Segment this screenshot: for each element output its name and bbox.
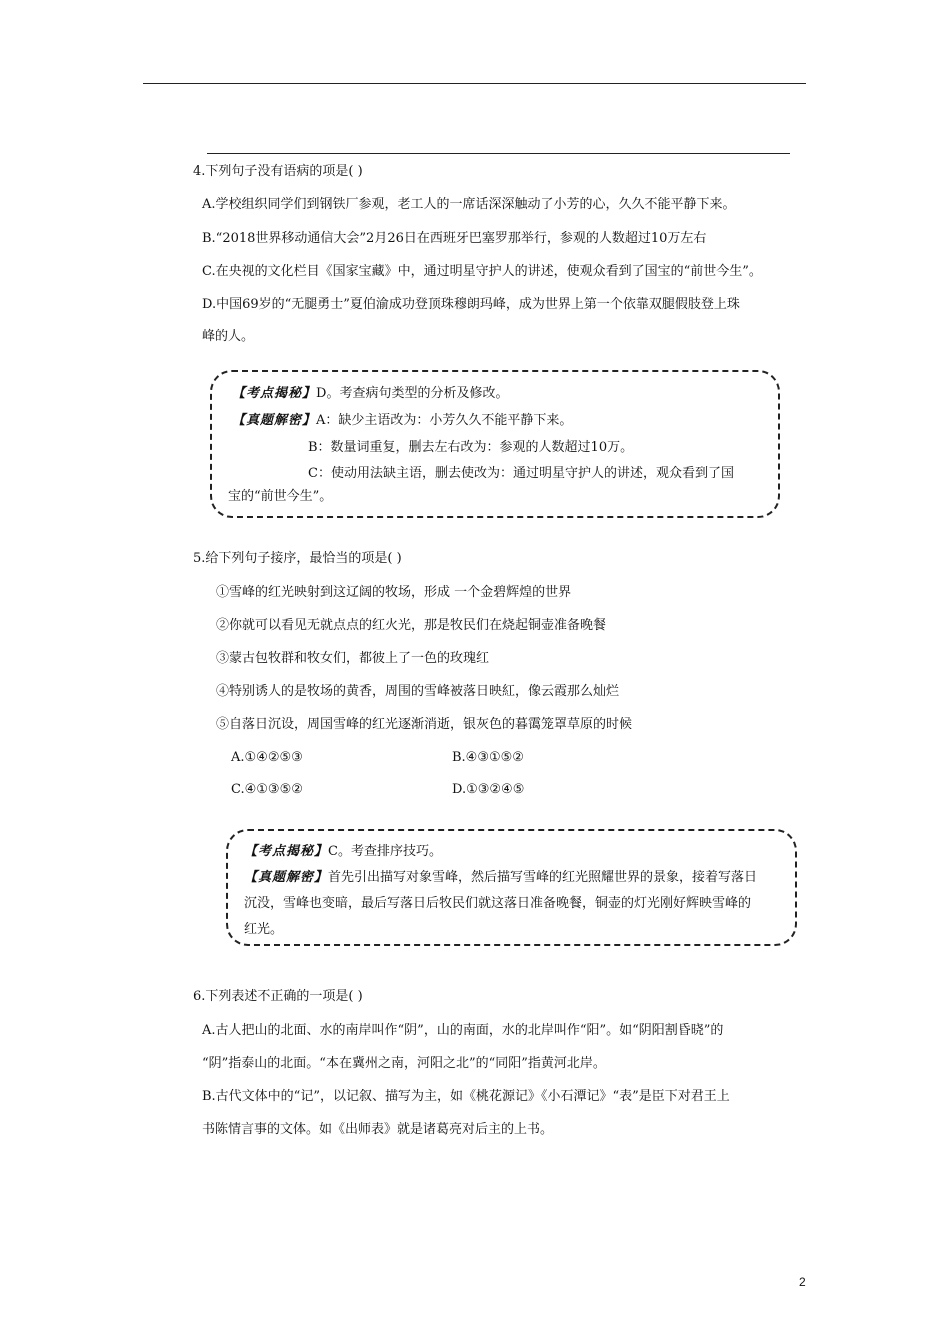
page-number: 2 — [799, 1275, 806, 1289]
q4-option-b: B.“2018世界移动通信大会”2月26日在西班牙巴塞罗那举行，参观的人数超过10万左右 — [202, 231, 707, 246]
q5-choice-d: D.①③②④⑤ — [452, 782, 525, 797]
q4-point-text: D。考查病句类型的分析及修改。 — [316, 386, 509, 401]
q4-explain-line-4: 宝的“前世今生”。 — [228, 489, 333, 504]
q5-explain-tag: 【真题解密】 — [244, 870, 329, 885]
q5-point-text: C。考查排序技巧。 — [328, 844, 442, 859]
q4-explain-line-3: C：使动用法缺主语，删去使改为：通过明星守护人的讲述，观众看到了国 — [308, 466, 734, 481]
q4-option-c: C.在央视的文化栏目《国家宝藏》中，通过明星守护人的讲述，使观众看到了国宝的“前世今生”。 — [202, 264, 762, 279]
q5-choice-b: B.④③①⑤② — [452, 750, 524, 765]
q5-explain-line-3: 红光。 — [244, 922, 284, 937]
q4-explain-line-1 — [232, 412, 572, 430]
q4-point-line — [232, 385, 508, 403]
q5-sentence-4: ④特别诱人的是牧场的黄香，周围的雪峰被落日映紅，像云霞那么灿烂 — [216, 684, 620, 699]
q5-sentence-2: ②你就可以看见无就点点的红火光，那是牧民们在烧起铜壶准备晚餐 — [216, 618, 607, 633]
q4-option-d-cont: 峰的人。 — [202, 329, 255, 344]
q5-explain-line-1 — [244, 869, 757, 887]
q5-stem: 5.给下列句子接序，最恰当的项是( ) — [193, 551, 402, 566]
q5-sentence-1: ①雪峰的红光映射到这辽阔的牧场，形成 一个金碧辉煌的世界 — [216, 585, 572, 600]
q5-sentence-3: ③蒙古包牧群和牧女们，都彼上了一色的玫瑰红 — [216, 651, 490, 666]
q4-explain-text-1: A：缺少主语改为：小芳久久不能平静下来。 — [316, 413, 573, 428]
q5-point-tag: 【考点揭秘】 — [244, 844, 329, 859]
q6-line-4: 书陈情言事的文体。如《出师表》就是诸葛亮对后主的上书。 — [202, 1122, 554, 1137]
q4-point-tag: 【考点揭秘】 — [232, 386, 317, 401]
q5-explain-line-2: 沉没，雪峰也变暗，最后写落日后牧民们就这落日准备晚餐，铜壶的灯光刚好辉映雪峰的 — [244, 896, 752, 911]
q5-choice-c: C.④①③⑤② — [231, 782, 303, 797]
q6-line-1: A.古人把山的北面、水的南岸叫作“阴”，山的南面，水的北岸叫作“阳”。如“阴阳割昏晓”的 — [202, 1023, 724, 1038]
section-rule — [207, 153, 790, 154]
q6-stem: 6.下列表述不正确的一项是( ) — [193, 989, 363, 1004]
q6-line-3: B.古代文体中的“记”，以记叙、描写为主，如《桃花源记》《小石潭记》“表”是臣下对君王上 — [202, 1089, 730, 1104]
q4-option-d: D.中国69岁的“无腿勇士”夏伯渝成功登顶珠穆朗玛峰，成为世界上第一个依靠双腿假肢登上珠 — [202, 297, 740, 312]
q5-choice-a: A.①④②⑤③ — [231, 750, 303, 765]
q4-stem: 4.下列句子没有语病的项是( ) — [193, 164, 363, 179]
q4-explain-tag: 【真题解密】 — [232, 413, 317, 428]
q4-explain-line-2: B：数量词重复，删去左右改为：参观的人数超过10万。 — [308, 440, 634, 455]
q5-point-line — [244, 843, 442, 861]
q6-line-2: “阴”指泰山的北面。“本在冀州之南，河阳之北”的“同阳”指黄河北岸。 — [202, 1056, 606, 1071]
q5-sentence-5: ⑤自落日沉设，周国雪峰的红光逐渐消逝，银灰色的暮霭笼罩草原的时候 — [216, 717, 633, 732]
header-rule — [143, 83, 806, 84]
q5-explain-text-1: 首先引出描写对象雪峰，然后描写雪峰的红光照耀世界的景象，接着写落日 — [328, 870, 758, 885]
q4-option-a: A.学校组织同学们到钢铁厂参观，老工人的一席话深深触动了小芳的心，久久不能平静下来。 — [202, 197, 736, 212]
